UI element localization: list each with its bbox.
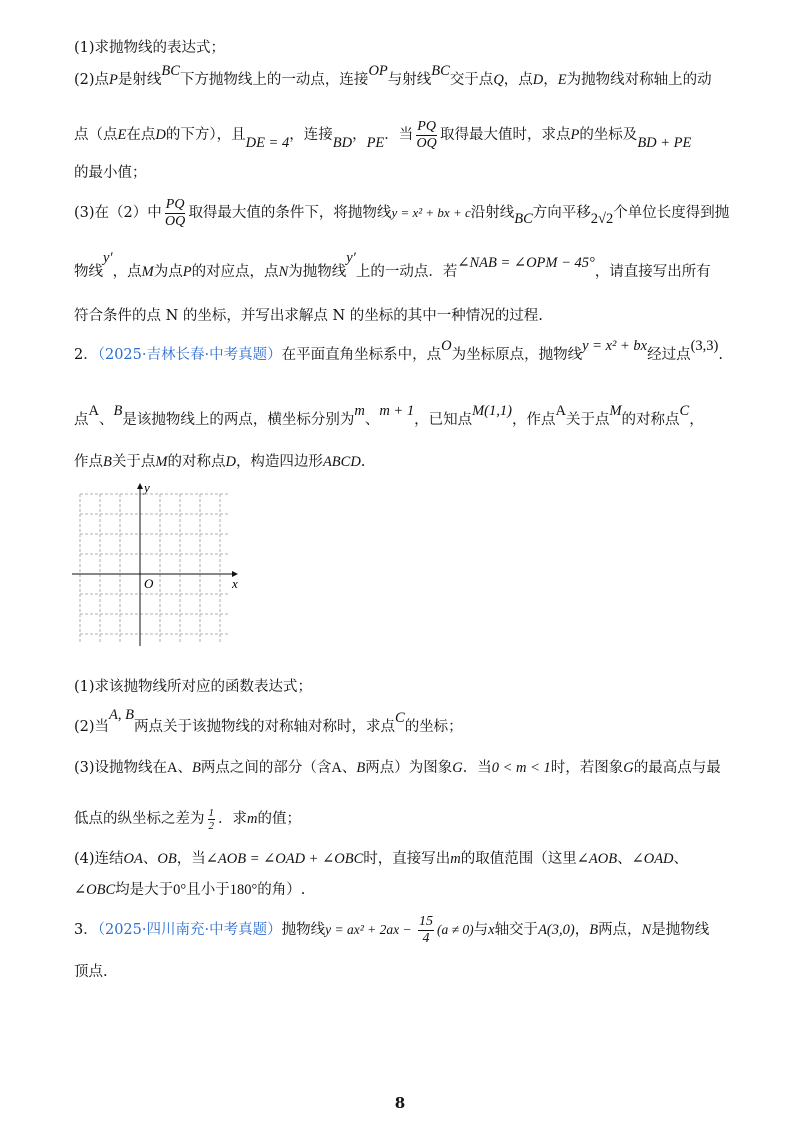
- origin-label: O: [144, 576, 154, 591]
- source-tag-jilin[interactable]: （2025·吉林长春·中考真题）: [97, 347, 282, 363]
- q2-line3: 作点B关于点M的对称点D，构造四边形ABCD.: [74, 454, 366, 470]
- q2-part4-line2: ∠OBC均是大于0°且小于180°的角）.: [74, 882, 306, 898]
- grid-lines: [80, 494, 230, 644]
- fraction-pq-oq-2: $\frac{PQ}{OQ}$: [164, 196, 186, 229]
- coordinate-grid-figure: [70, 476, 250, 648]
- fraction-half: $\frac{1}{2}$: [208, 806, 214, 832]
- page-number: 8: [394, 1094, 406, 1112]
- q1-part2-line1: (2)点P是射线BC下方抛物线上的一动点，连接OP与射线BC交于点Q，点D，E为抛物线对称轴上的动: [74, 63, 712, 88]
- q2-part1: (1)求该抛物线所对应的函数表达式；: [74, 679, 313, 695]
- q1-part2-line3: 的最小值；: [74, 165, 147, 181]
- fraction-pq-oq: $\frac{PQ}{OQ}$: [416, 118, 437, 151]
- y-axis-label: y: [144, 480, 150, 495]
- fraction-15-4: $\frac{15}{4}$: [418, 913, 433, 946]
- q1-part3-line1: (3)在（2）中 $\frac{PQ}{OQ}$ 取得最大值的条件下，将抛物线y = x² + bx + c沿射线BC方向平移2√2个单位长度得到抛: [74, 196, 730, 229]
- x-axis-label: x: [232, 576, 238, 591]
- q2-header: 2．（2025·吉林长春·中考真题）在平面直角坐标系中，点O为坐标原点，抛物线y = x² + bx经过点(3,3).: [74, 338, 723, 363]
- q2-line2: 点A、B是该抛物线上的两点，横坐标分别为m、m + 1，已知点M(1,1)，作点A关于点M的对称点C，: [74, 403, 704, 428]
- q3-line2: 顶点.: [74, 964, 108, 980]
- q1-part3-line2: 物线y′，点M为点P的对应点，点N为抛物线y′上的一动点．若∠NAB = ∠OPM − 45°，请直接写出所有: [74, 250, 711, 280]
- q2-part2: (2)当A, B两点关于该抛物线的对称轴对称时，求点C的坐标；: [74, 707, 463, 735]
- q2-part3-line1: (3)设抛物线在A、B两点之间的部分（含A、B两点）为图象G．当0 < m < 1时，若图象G的最高点与最: [74, 760, 721, 776]
- q2-part3-line2: 低点的纵坐标之差为 $\frac{1}{2}$ ．求m的值；: [74, 806, 301, 832]
- q1-part1: (1)求抛物线的表达式；: [74, 40, 226, 56]
- q3-line1: 3．（2025·四川南充·中考真题）抛物线y = ax² + 2ax − $\frac{15}{4}$ (a ≠ 0)与x轴交于A(3,0)，B两点，N是抛物线: [74, 913, 710, 946]
- y-axis-arrow: [137, 483, 143, 489]
- source-tag-sichuan[interactable]: （2025·四川南充·中考真题）: [97, 922, 282, 938]
- q1-part3-line3: 符合条件的点 N 的坐标，并写出求解点 N 的坐标的其中一种情况的过程.: [74, 308, 543, 324]
- q1-part2-line2: 点（点E在点D的下方），且DE = 4，连接BD，PE．当 $\frac{PQ}{OQ}$ 取得最大值时，求点P的坐标及BD + PE: [74, 118, 692, 151]
- q2-part4-line1: (4)连结OA、OB，当∠AOB = ∠OAD + ∠OBC时，直接写出m的取值范围（这里∠AOB、∠OAD、: [74, 851, 689, 867]
